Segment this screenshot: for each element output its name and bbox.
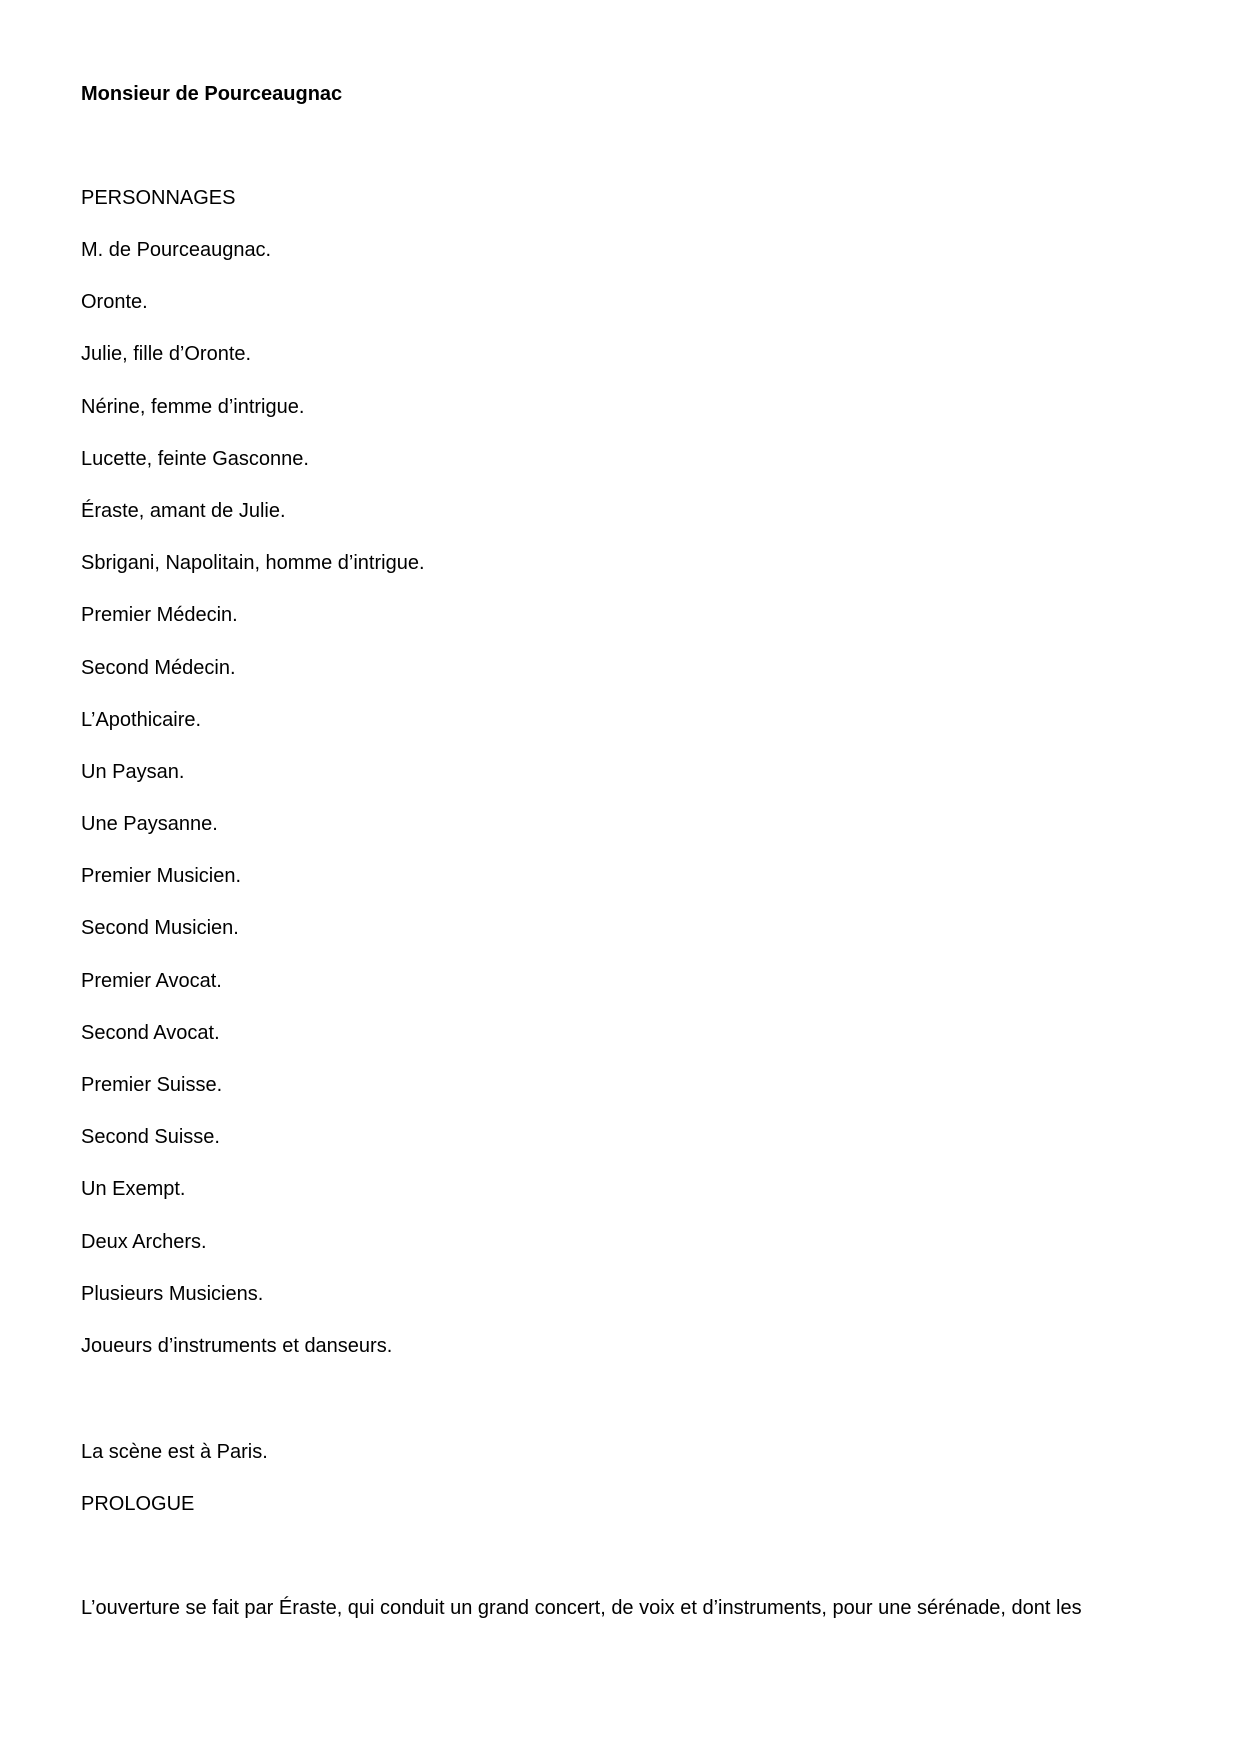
- cast-member: Premier Avocat.: [81, 969, 222, 992]
- cast-member: Oronte.: [81, 291, 148, 314]
- document-title: Monsieur de Pourceaugnac: [81, 83, 343, 105]
- cast-member: Lucette, feinte Gasconne.: [81, 447, 309, 470]
- cast-member: M. de Pourceaugnac.: [81, 239, 272, 261]
- cast-member: Joueurs d’instruments et danseurs.: [81, 1334, 393, 1357]
- cast-list: [81, 238, 425, 1386]
- cast-member: Second Musicien.: [81, 917, 239, 940]
- cast-member: Second Médecin.: [81, 656, 236, 679]
- cast-member: Premier Suisse.: [81, 1074, 223, 1096]
- cast-member: Un Paysan.: [81, 760, 185, 783]
- cast-member: Premier Médecin.: [81, 604, 238, 627]
- cast-heading: PERSONNAGES: [81, 187, 236, 209]
- cast-member: Éraste, amant de Julie.: [81, 499, 286, 522]
- cast-member: Premier Musicien.: [81, 865, 242, 888]
- cast-member: Plusieurs Musiciens.: [81, 1282, 264, 1305]
- prologue-heading: PROLOGUE: [81, 1493, 195, 1515]
- opening-paragraph: L’ouverture se fait par Éraste, qui conduit un grand concert, de voix et d’instruments, pour une sérénade, dont les: [81, 1597, 1082, 1619]
- cast-member: Sbrigani, Napolitain, homme d’intrigue.: [81, 552, 425, 575]
- cast-member: Nérine, femme d’intrigue.: [81, 395, 305, 418]
- cast-member: Julie, fille d’Oronte.: [81, 343, 252, 366]
- cast-member: Second Avocat.: [81, 1021, 220, 1044]
- setting-text: La scène est à Paris.: [81, 1441, 268, 1463]
- cast-member: Un Exempt.: [81, 1178, 186, 1201]
- cast-member: Une Paysanne.: [81, 813, 218, 836]
- cast-member: Deux Archers.: [81, 1230, 207, 1253]
- cast-member: L’Apothicaire.: [81, 708, 202, 731]
- cast-member: Second Suisse.: [81, 1126, 220, 1149]
